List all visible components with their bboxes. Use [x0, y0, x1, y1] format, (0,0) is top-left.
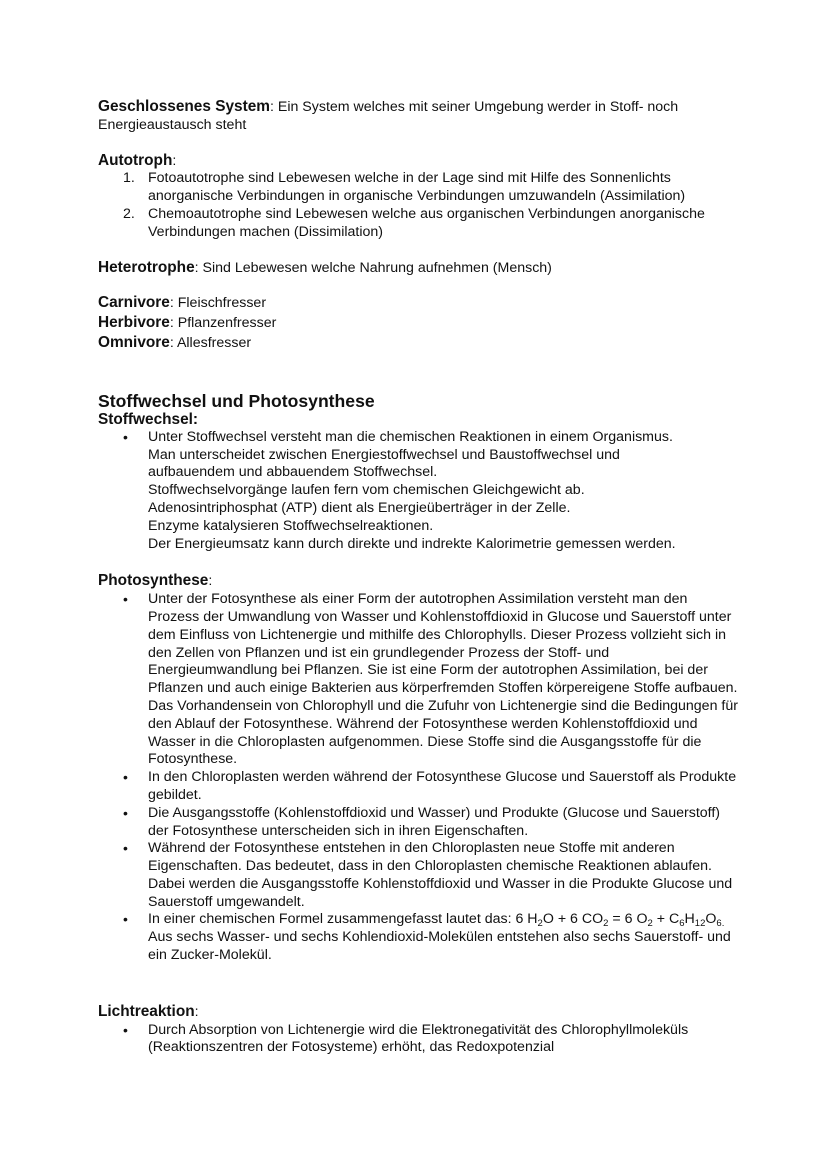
formula-text: Aus sechs Wasser- und sechs Kohlendioxid-Molekülen entstehen also sechs Sauerstoff- und ein Zucker-Molekül. [148, 929, 731, 964]
lichtreaktion-list [98, 1022, 738, 1058]
subscript: 2 [603, 918, 609, 930]
definition-carnivore [98, 294, 738, 313]
term-heterotrophe: Heterotrophe [98, 258, 195, 276]
list-item-formula [98, 911, 738, 964]
formula-text: + C [652, 911, 680, 928]
definition-heterotrophe [98, 259, 738, 278]
term-autotroph: Autotroph [98, 151, 173, 169]
definition-herbivore [98, 314, 738, 333]
formula-text: H [684, 911, 695, 928]
photosynthese-heading [98, 572, 738, 591]
list-item [98, 170, 738, 206]
term-geschlossenes-system: Geschlossenes System [98, 98, 270, 115]
section-title: Stoffwechsel und Photosynthese [98, 390, 375, 411]
definition-text: : Allesfresser [169, 334, 252, 351]
text-line: Der Energieumsatz kann durch direkte und indrekte Kalorimetrie gemessen werden. [148, 535, 676, 552]
photosynthese-list [98, 591, 738, 965]
list-item: • Während der Fotosynthese entstehen in den Chloroplasten neue Stoffe mit anderen Eigenschaften. Das bedeutet, dass in den Chloroplasten chemische Reaktionen ablaufen. Dabei werden die Ausgangsstoffe Kohlenstoffdioxid und Wasser in die Produkte Glucose und Sauerstoff umgewandelt. [98, 840, 738, 911]
text-line: • Unter Stoffwechsel versteht man die chemischen Reaktionen in einem Organismus. [148, 428, 673, 445]
list-item: • Durch Absorption von Lichtenergie wird die Elektronegativität des Chlorophyllmoleküls (Reaktionszentren der Fotosysteme) erhöht, das Redoxpotenzial [98, 1022, 738, 1058]
formula-text: In einer chemischen Formel zusammengefasst lautet das: 6 H [148, 911, 538, 928]
term-omnivore: Omnivore [98, 333, 170, 351]
term-photosynthese: Photosynthese [98, 572, 209, 590]
colon: : [172, 152, 177, 169]
lichtreaktion-heading [98, 1003, 738, 1022]
definition-text: : Sind Lebewesen welche Nahrung aufnehmen (Mensch) [194, 259, 552, 276]
list-number: 1. [123, 170, 135, 187]
list-item [98, 206, 738, 242]
text-line: Enzyme katalysieren Stoffwechselreaktionen. [148, 517, 434, 534]
text-line: aufbauendem und abbauendem Stoffwechsel. [148, 464, 438, 481]
subscript: 6 [679, 918, 685, 930]
text-line: Adenosintriphosphat (ATP) dient als Energieüberträger in der Zelle. [148, 499, 571, 516]
list-item: • Unter der Fotosynthese als einer Form der autotrophen Assimilation versteht man den Prozess der Umwandlung von Wasser und Kohlenstoffdioxid in Glucose und Sauerstoff unter dem Einfluss von Lichtenergie und mithilfe des Chlorophylls. Dieser Prozess vollzieht sich in den Zellen von Pflanzen und ist ein grundlegender Prozess der Stoff- und Energieumwandlung bei Pflanzen. Sie ist eine Form der autotrophen Assimilation, bei der Pflanzen und auch einige Bakterien aus körperfremden Stoffen körpereigene Stoffe aufbauen. Das Vorhandensein von Chlorophyll und die Zufuhr von Lichtenergie sind die Bedingungen für den Ablauf der Fotosynthese. Während der Fotosynthese werden Kohlenstoffdioxid und Wasser in die Chloroplasten aufgenommen. Diese Stoffe sind die Ausgangsstoffe für die Fotosynthese. [98, 591, 738, 769]
term-carnivore: Carnivore [98, 294, 170, 312]
text-line: Stoffwechselvorgänge laufen fern vom chemischen Gleichgewicht ab. [148, 482, 585, 499]
definition-omnivore [98, 334, 738, 353]
definition-text: : Fleischfresser [169, 295, 267, 312]
formula-text: O + 6 CO [542, 911, 604, 928]
subscript: 12 [694, 918, 706, 930]
stoffwechsel-heading: Stoffwechsel: [98, 410, 199, 428]
list-item-text: Chemoautotrophe sind Lebewesen welche aus organischen Verbindungen anorganische Verbindungen machen (Dissimilation) [148, 205, 705, 240]
subscript: 6. [716, 918, 725, 930]
list-item-text: Fotoautotrophe sind Lebewesen welche in der Lage sind mit Hilfe des Sonnenlichts anorganische Verbindungen in organische Verbindungen umzuwandeln (Assimilation) [148, 170, 686, 205]
list-number: 2. [123, 205, 135, 222]
formula-text: = 6 O [608, 911, 648, 928]
list-item: • Die Ausgangsstoffe (Kohlenstoffdioxid und Wasser) und Produkte (Glucose und Sauerstoff) der Fotosynthese unterscheiden sich in ihren Eigenschaften. [98, 805, 738, 841]
document-page [98, 98, 738, 1057]
term-herbivore: Herbivore [98, 314, 170, 332]
colon: : [194, 1003, 199, 1020]
formula-text: O [705, 911, 717, 928]
list-item: • In den Chloroplasten werden während der Fotosynthese Glucose und Sauerstoff als Produkte gebildet. [98, 769, 738, 805]
definition-text: : Pflanzenfresser [169, 315, 277, 332]
colon: : [208, 573, 213, 590]
text-line: Man unterscheidet zwischen Energiestoffwechsel und Baustoffwechsel und [148, 446, 620, 463]
term-lichtreaktion: Lichtreaktion [98, 1002, 195, 1020]
subscript: 2 [647, 918, 653, 930]
list-item [98, 429, 738, 554]
subscript: 2 [537, 918, 543, 930]
definition-geschlossenes-system [98, 98, 738, 135]
definition-text: : Ein System welches mit seiner Umgebung werder in Stoff- noch Energieaustausch steht [98, 99, 679, 133]
definition-autotroph-heading [98, 152, 738, 171]
stoffwechsel-list [98, 429, 738, 554]
autotroph-list [98, 170, 738, 241]
